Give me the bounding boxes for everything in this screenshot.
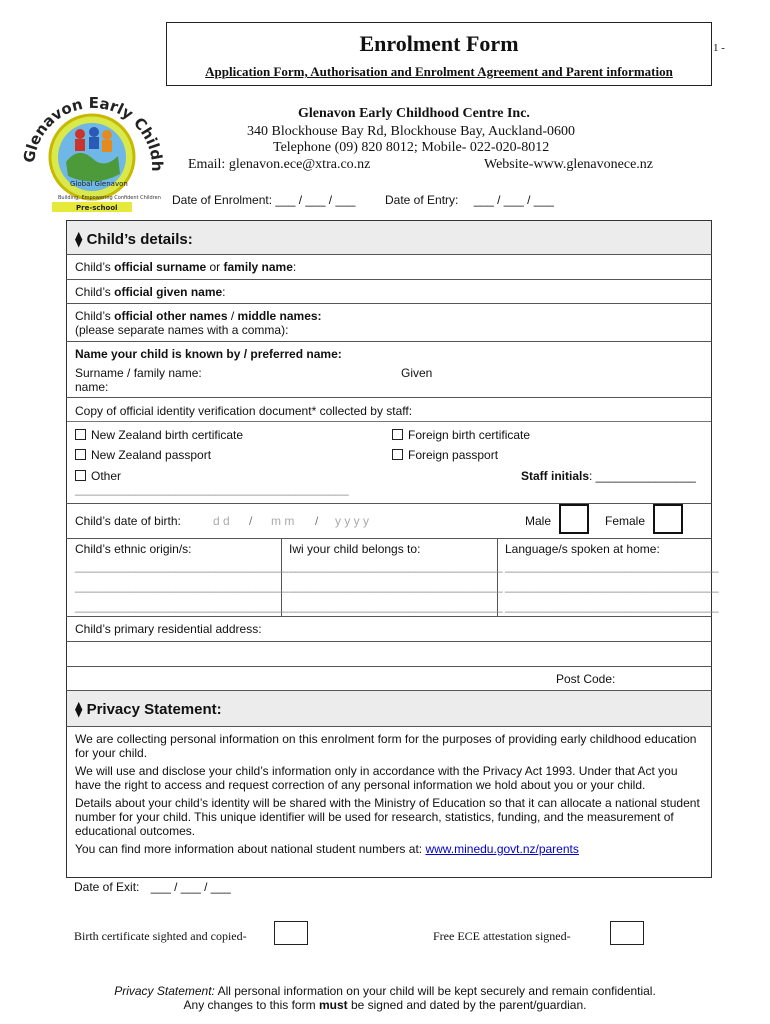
privacy-paragraph-3: Details about your child’s identity will be shared with the Ministry of Education so that it can allocate a national student number for your child. This unique identifier will be used for research, statistics, funding, and the measurement of educational outcomes. [75, 796, 700, 838]
logo-globe-text: Global Glenavon [70, 180, 128, 188]
preferred-given-label: Given [401, 366, 433, 380]
enrolment-date[interactable] [172, 193, 355, 207]
child-details-heading: ⧫ Child’s details: [66, 220, 712, 254]
entry-date-value[interactable]: ___ / ___ / ___ [473, 193, 554, 207]
dob-month[interactable]: m m [271, 514, 295, 528]
preferred-name-label: Name your child is known by / preferred name: [75, 347, 342, 361]
language-line[interactable]: ________________________________ [505, 599, 719, 613]
logo-preschool: Pre-school [76, 204, 118, 212]
centre-address: 340 Blockhouse Bay Rd, Blockhouse Bay, Auckland-0600 [247, 124, 576, 139]
exit-date-value[interactable]: ___ / ___ / ___ [150, 880, 231, 894]
ethnic-line[interactable]: ________________________________ [75, 599, 289, 613]
dob-year[interactable]: y y y y [335, 514, 370, 528]
checkbox-icon[interactable] [75, 449, 86, 460]
dob-row [66, 503, 712, 538]
logo-arc-text: Glenavon Early Child [19, 93, 164, 164]
logo-tagline: Building, Empowering Confident Children [58, 195, 161, 201]
dob-label: Child’s date of birth: [75, 514, 181, 528]
male-checkbox[interactable] [559, 504, 589, 534]
checkbox-icon[interactable] [75, 470, 86, 481]
doc-foreign-birth-checkbox[interactable]: Foreign birth certificate [392, 428, 530, 442]
preferred-surname-label: Surname / family name: [75, 366, 202, 380]
female-checkbox[interactable] [653, 504, 683, 534]
doc-other-checkbox[interactable]: Other [75, 469, 121, 483]
preferred-name-field[interactable] [66, 341, 712, 397]
address-line-2[interactable] [66, 641, 712, 666]
minedu-link[interactable]: www.minedu.govt.nz/parents [425, 842, 579, 856]
female-label: Female [605, 514, 646, 528]
free-ece-label: Free ECE attestation signed- [433, 929, 571, 943]
privacy-paragraph-2: We will use and disclose your child’s information only in accordance with the Privacy Act 1993. Under that Act you have the right to access and request correction of any personal information we hold about you or your child. [75, 764, 678, 792]
staff-initials[interactable]: Staff initials: _______________ [521, 469, 696, 483]
other-names-field[interactable]: Child’s official other names / middle names: (please separate names with a comma): [66, 303, 712, 341]
title-box [166, 22, 712, 86]
doc-other-line[interactable]: _________________________________________ [75, 482, 349, 496]
centre-email: Email: glenavon.ece@xtra.co.nz [188, 157, 371, 172]
checkbox-icon[interactable] [392, 429, 403, 440]
given-name-field[interactable]: Child’s official given name: [66, 279, 712, 303]
identity-documents [66, 397, 712, 503]
surname-field[interactable]: Child’s official surname or family name: [66, 254, 712, 279]
footer-line-2: Any changes to this form must be signed and dated by the parent/guardian. [183, 998, 587, 1012]
privacy-paragraph-4: You can find more information about national student numbers at: www.minedu.govt.nz/parents [75, 842, 579, 856]
address-label: Child’s primary residential address: [75, 622, 262, 636]
language-label: Language/s spoken at home: [505, 542, 660, 556]
centre-phone: Telephone (09) 820 8012; Mobile- 022-020-8012 [273, 140, 550, 155]
iwi-line[interactable]: ________________________________ [289, 599, 503, 613]
enrolment-date-label: Date of Enrolment: [172, 193, 273, 207]
ethnic-line[interactable]: ________________________________ [75, 579, 289, 593]
ethnic-iwi-language-row [66, 538, 719, 616]
ethnic-label: Child’s ethnic origin/s: [75, 542, 192, 556]
centre-website: Website-www.glenavonece.nz [484, 157, 654, 172]
privacy-paragraph-1: We are collecting personal information on this enrolment form for the purposes of providing early childhood education for your child. [75, 732, 697, 760]
birth-cert-label: Birth certificate sighted and copied- [74, 929, 247, 943]
exit-date[interactable] [74, 880, 231, 894]
centre-logo [14, 62, 164, 212]
postcode-label: Post Code: [556, 672, 616, 686]
birth-cert-checkbox[interactable] [274, 921, 308, 945]
privacy-body [66, 726, 712, 878]
doc-nz-birth-checkbox[interactable]: New Zealand birth certificate [75, 428, 243, 442]
doc-nz-passport-checkbox[interactable]: New Zealand passport [75, 448, 211, 462]
iwi-label: Iwi your child belongs to: [289, 542, 421, 556]
address-field[interactable] [66, 616, 712, 641]
privacy-heading: ⧫ Privacy Statement: [66, 690, 712, 726]
form-subtitle: Application Form, Authorisation and Enrolment Agreement and Parent information [205, 64, 673, 79]
dob-sep-2: / [315, 514, 319, 528]
ethnic-line[interactable]: ________________________________ [75, 559, 289, 573]
form-title: Enrolment Form [359, 31, 519, 56]
dob-sep-1: / [249, 514, 253, 528]
male-label: Male [525, 514, 552, 528]
language-line[interactable]: ________________________________ [505, 579, 719, 593]
other-names-note: (please separate names with a comma): [75, 323, 289, 337]
free-ece-checkbox[interactable] [610, 921, 644, 945]
checkbox-icon[interactable] [75, 429, 86, 440]
doc-foreign-passport-checkbox[interactable]: Foreign passport [392, 448, 498, 462]
enrolment-date-value[interactable]: ___ / ___ / ___ [275, 193, 356, 207]
entry-date-label: Date of Entry: [385, 193, 459, 207]
iwi-line[interactable]: ________________________________ [289, 559, 503, 573]
identity-doc-label: Copy of official identity verification document* collected by staff: [75, 404, 413, 418]
exit-date-label: Date of Exit: [74, 880, 140, 894]
entry-date[interactable] [385, 193, 554, 207]
page-number: 1 - [713, 42, 725, 54]
iwi-line[interactable]: ________________________________ [289, 579, 503, 593]
postcode-row[interactable] [66, 666, 712, 690]
language-line[interactable]: ________________________________ [505, 559, 719, 573]
dob-day[interactable]: d d [213, 514, 230, 528]
preferred-name-label-2: name: [75, 380, 109, 394]
centre-name: Glenavon Early Childhood Centre Inc. [298, 106, 530, 121]
footer-line-1: Privacy Statement: All personal information on your child will be kept securely and remain confidential. [114, 984, 656, 998]
checkbox-icon[interactable] [392, 449, 403, 460]
